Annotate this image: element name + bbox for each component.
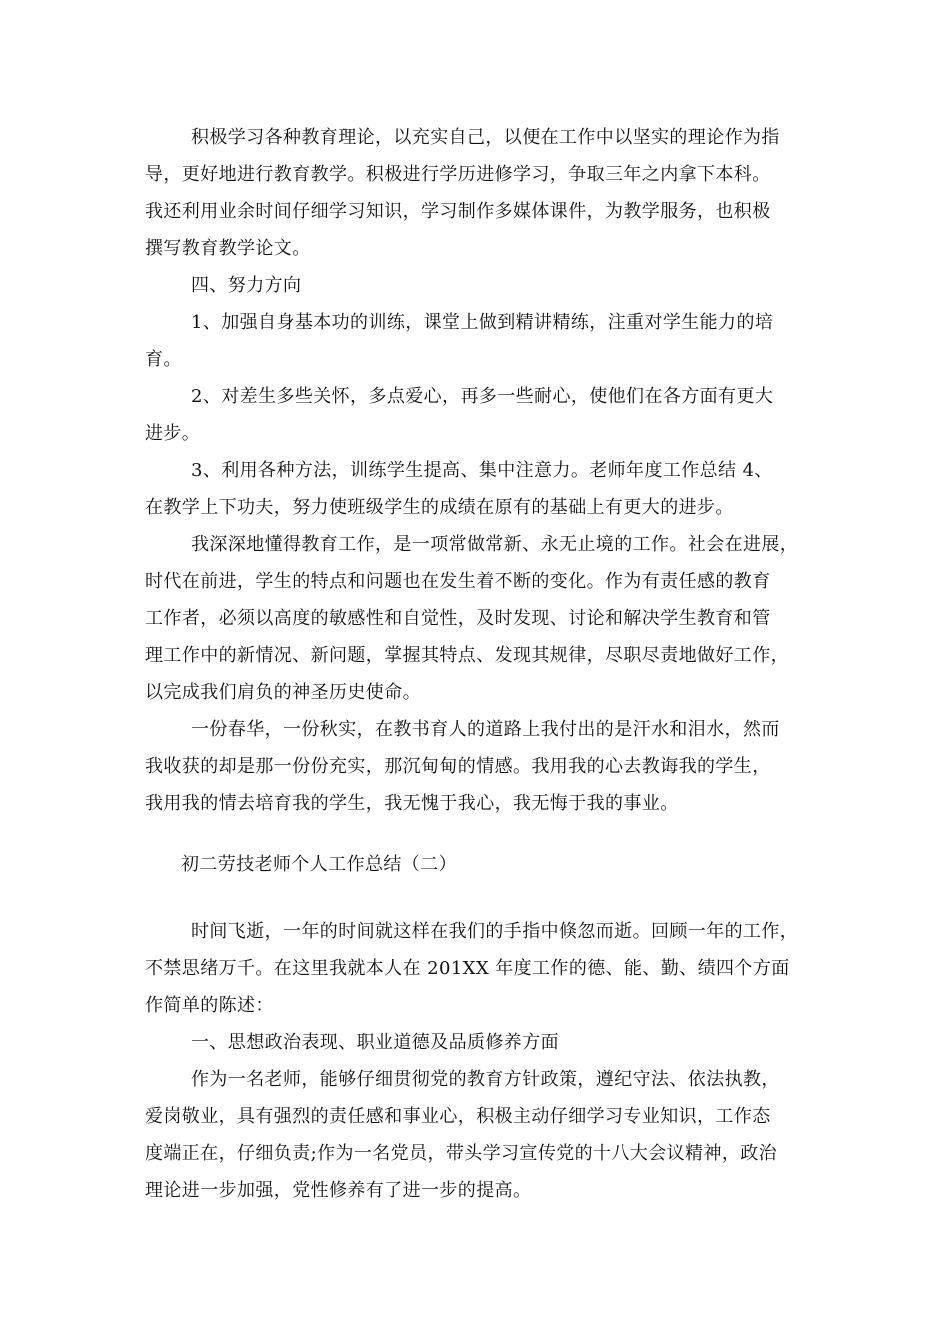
paragraph-line: 导，更好地进行教育教学。积极进行学历进修学习，争取三年之内拿下本科。 <box>145 164 771 185</box>
paragraph-line: 工作者，必须以高度的敏感性和自觉性，及时发现、讨论和解决学生教育和管 <box>145 608 771 629</box>
paragraph-line: 2、对差生多些关怀，多点爱心，再多一些耐心，使他们在各方面有更大 <box>191 386 774 407</box>
paragraph-line: 积极学习各种教育理论，以充实自己，以便在工作中以坚实的理论作为指 <box>191 127 780 148</box>
paragraph-line: 不禁思绪万千。在这里我就本人在 201XX 年度工作的德、能、勤、绩四个方面 <box>145 958 790 979</box>
paragraph-line: 3、利用各种方法，训练学生提高、集中注意力。老师年度工作总结 4、 <box>191 460 773 481</box>
section-heading: 四、努力方向 <box>191 275 302 296</box>
paragraph-line: 我深深地懂得教育工作，是一项常做常新、永无止境的工作。社会在进展， <box>191 534 799 555</box>
paragraph-line: 度端正在，仔细负责;作为一名党员，带头学习宣传党的十八大会议精神，政治 <box>145 1143 778 1164</box>
paragraph-line: 作为一名老师，能够仔细贯彻党的教育方针政策，遵纪守法、依法执教， <box>191 1069 780 1090</box>
paragraph-line: 进步。 <box>145 423 201 444</box>
paragraph-line: 育。 <box>145 349 182 370</box>
paragraph-line: 我用我的情去培育我的学生，我无愧于我心，我无悔于我的事业。 <box>145 793 679 814</box>
paragraph-line: 1、加强自身基本功的训练，课堂上做到精讲精练，注重对学生能力的培 <box>191 312 774 333</box>
paragraph-line: 以完成我们肩负的神圣历史使命。 <box>145 682 421 703</box>
paragraph-line: 我收获的却是那一份份充实，那沉甸甸的情感。我用我的心去教诲我的学生， <box>145 756 771 777</box>
paragraph-line: 爱岗敬业，具有强烈的责任感和事业心，积极主动仔细学习专业知识，工作态 <box>145 1106 771 1127</box>
paragraph-line: 作简单的陈述： <box>145 995 274 1016</box>
paragraph-line: 在教学上下功夫，努力使班级学生的成绩在原有的基础上有更大的进步。 <box>145 497 734 518</box>
paragraph-line: 时代在前进，学生的特点和问题也在发生着不断的变化。作为有责任感的教育 <box>145 571 771 592</box>
paragraph-line: 我还利用业余时间仔细学习知识，学习制作多媒体课件，为教学服务，也积极 <box>145 201 771 222</box>
paragraph-line: 理工作中的新情况、新问题，掌握其特点、发现其规律，尽职尽责地做好工作， <box>145 645 789 666</box>
section-heading: 一、思想政治表现、职业道德及品质修养方面 <box>191 1032 559 1053</box>
paragraph-line: 理论进一步加强，党性修养有了进一步的提高。 <box>145 1180 532 1201</box>
paragraph-line: 时间飞逝，一年的时间就这样在我们的手指中倏忽而逝。回顾一年的工作， <box>191 921 799 942</box>
document-subtitle: 初二劳技老师个人工作总结（二） <box>181 854 457 875</box>
paragraph-line: 一份春华，一份秋实，在教书育人的道路上我付出的是汗水和泪水，然而 <box>191 719 780 740</box>
paragraph-line: 撰写教育教学论文。 <box>145 238 311 259</box>
